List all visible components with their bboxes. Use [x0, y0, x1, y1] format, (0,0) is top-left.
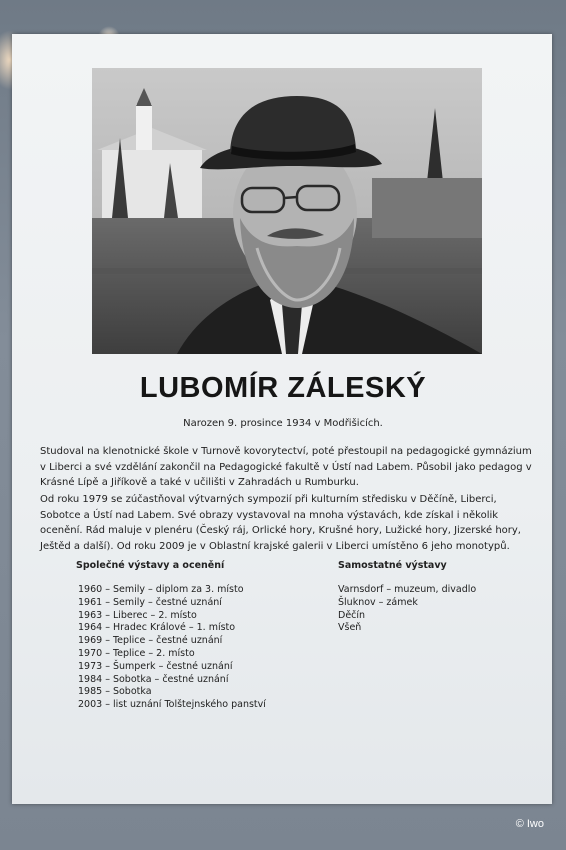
- birth-info: Narozen 9. prosince 1934 v Modřišicích.: [183, 418, 383, 429]
- biography-paragraph-1: Studoval na klenotnické škole v Turnově kovorytectví, poté přestoupil na pedagogické gymnázium v Liberci a své vzdělání zakončil na Pedagogické fakultě v Ústí nad Labem. Působil jako pedagog v Krásné Lípě a Jiříkově a také v učilišti v Zahradách u Rumburku.: [40, 446, 532, 488]
- list-item: 1970 – Teplice – 2. místo: [78, 647, 195, 659]
- list-item: Děčín: [338, 609, 366, 621]
- photo-credit: © Iwo: [515, 818, 544, 830]
- list-item: Šluknov – zámek: [338, 596, 418, 608]
- list-item: Všeň: [338, 622, 362, 634]
- artist-name: LUBOMÍR ZÁLESKÝ: [139, 372, 427, 404]
- list-item: 1985 – Sobotka: [78, 686, 152, 698]
- list-item: 1969 – Teplice – čestné uznání: [78, 635, 223, 647]
- solo-exhibitions-title: Samostatné výstavy: [338, 560, 447, 571]
- list-item: Varnsdorf – muzeum, divadlo: [338, 584, 477, 595]
- list-item: 2003 – list uznání Tolštejnského panství: [78, 699, 266, 711]
- group-exhibitions: [76, 560, 266, 712]
- list-item: 1963 – Liberec – 2. místo: [78, 609, 197, 621]
- list-item: 1960 – Semily – diplom za 3. místo: [78, 584, 244, 595]
- portrait-photo: [92, 68, 482, 354]
- biography-paragraph-2: Od roku 1979 se zúčastňoval výtvarných sympozií při kulturním středisku v Děčíně, Liberci, Sobotce a Ústí nad Labem. Své obrazy vystavoval na mnoha výstavách, kde získal i několik ocenění. Rád maluje v plenéru (Český ráj, Orlické hory, Krušné hory, Lužické hory, Jizerské hory, Ještěd a další). Od roku 2009 je v Oblastní krajské galerii v Liberci umístěno 6 jeho monotypů.: [40, 494, 521, 552]
- list-item: 1973 – Šumperk – čestné uznání: [78, 660, 233, 672]
- list-item: 1961 – Semily – čestné uznání: [78, 596, 222, 608]
- list-item: 1984 – Sobotka – čestné uznání: [78, 673, 229, 685]
- solo-exhibitions: [338, 560, 476, 635]
- list-item: 1964 – Hradec Králové – 1. místo: [78, 622, 236, 634]
- group-exhibitions-title: Společné výstavy a ocenění: [76, 560, 225, 571]
